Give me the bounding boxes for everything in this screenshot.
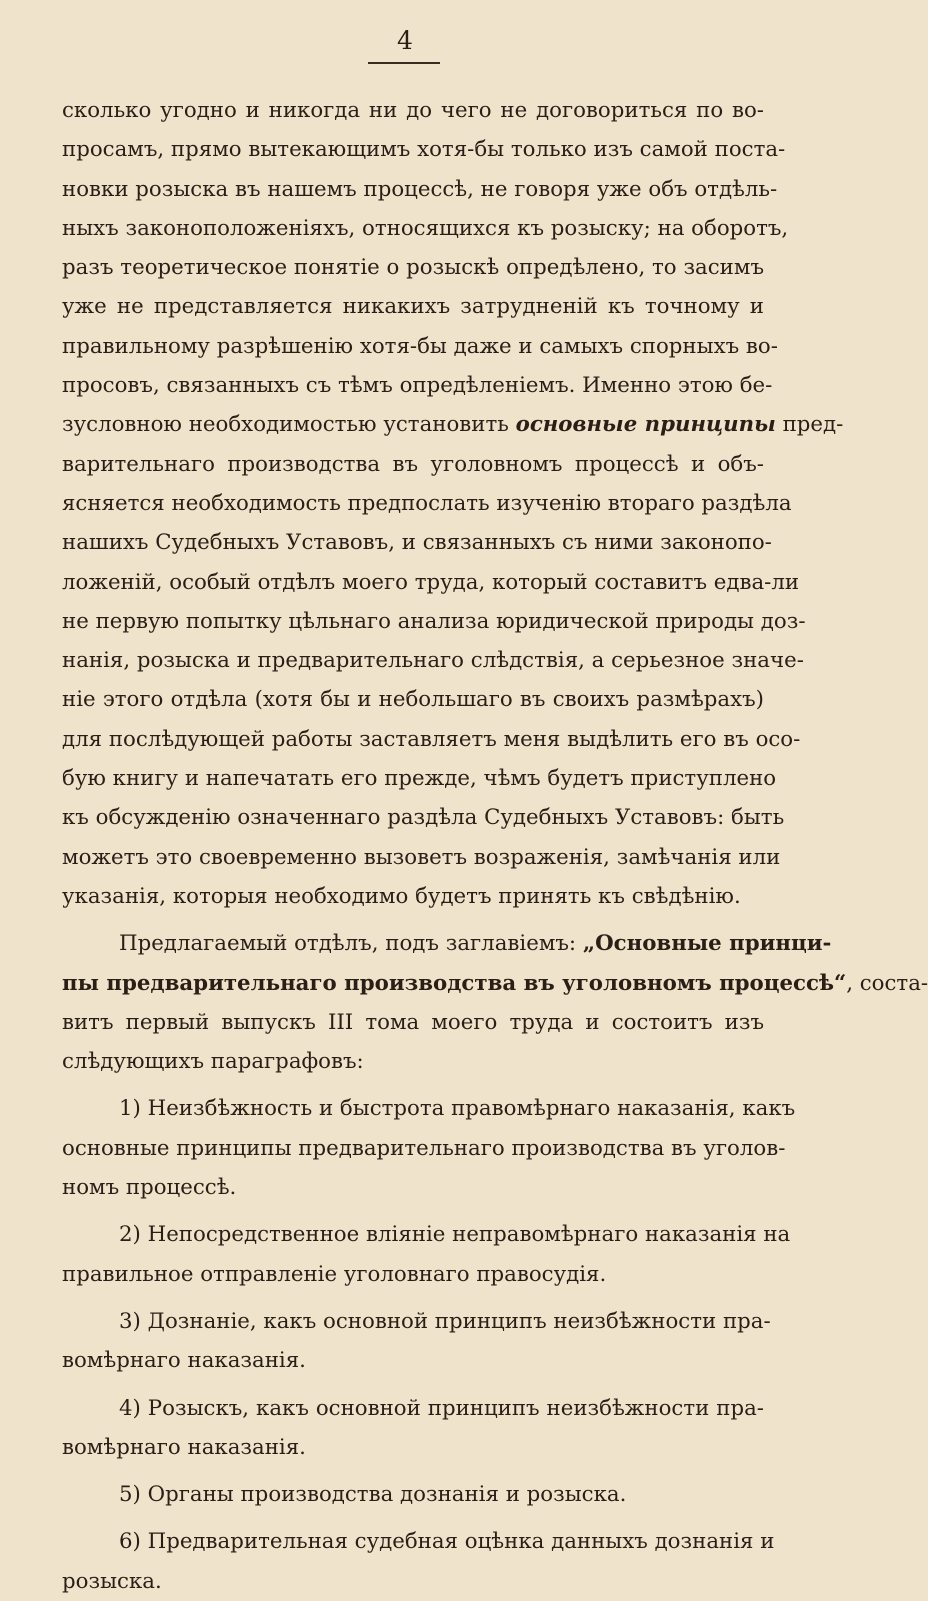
text-line: разъ теоретическое понятіе о розыскѣ опредѣлено, то засимъ: [62, 255, 764, 281]
text-line: просамъ, прямо вытекающимъ хотя-бы только изъ самой поста-: [62, 137, 786, 163]
paragraph-2: [62, 924, 928, 1081]
emphasized-phrase: основные принципы: [515, 412, 776, 438]
text-line: ніе этого отдѣла (хотя бы и небольшаго въ своихъ размѣрахъ): [62, 687, 764, 713]
list-item: [62, 1089, 796, 1207]
text-line: 5) Органы производства дознанія и розыска.: [119, 1482, 627, 1508]
paragraph-1: [62, 91, 844, 916]
bold-title: „Основные принци-: [582, 931, 832, 957]
list-item: [62, 1475, 764, 1514]
text-line: уже не представляется никакихъ затрудненій къ точному и: [62, 294, 764, 320]
list-item: [62, 1302, 771, 1381]
text-line: указанія, которыя необходимо будетъ принять къ свѣдѣнію.: [62, 883, 741, 909]
text-line: 1) Неизбѣжность и быстрота правомѣрнаго наказанія, какъ: [119, 1096, 796, 1122]
text-line: зусловною необходимостью установить основные принципы пред-: [62, 412, 844, 438]
text-line: правильное отправленіе уголовнаго правосудія.: [62, 1261, 607, 1287]
text-line: 2) Непосредственное вліяніе неправомѣрнаго наказанія на: [119, 1222, 791, 1248]
text-line: 6) Предварительная судебная оцѣнка данныхъ дознанія и: [119, 1529, 775, 1555]
text-line: не первую попытку цѣльнаго анализа юридической природы доз-: [62, 608, 806, 634]
text-line: 3) Дознаніе, какъ основной принципъ неизбѣжности пра-: [119, 1308, 771, 1334]
list-item: [62, 1522, 775, 1601]
page-body: [62, 91, 928, 1601]
list-item: [62, 1215, 791, 1294]
section-list: [62, 1089, 796, 1601]
text-line: сколько угодно и никогда ни до чего не договориться по во-: [62, 98, 764, 123]
text-line: вомѣрнаго наказанія.: [62, 1434, 306, 1460]
text-line: просовъ, связанныхъ съ тѣмъ опредѣленіемъ. Именно этою бе-: [62, 373, 773, 399]
text-line: слѣдующихъ параграфовъ:: [62, 1049, 364, 1075]
text-line: основные принципы предварительнаго производства въ уголов-: [62, 1135, 786, 1161]
text-line: ложеній, особый отдѣлъ моего труда, который составитъ едва-ли: [62, 569, 800, 595]
text-line: номъ процессѣ.: [62, 1175, 237, 1201]
text-line: вомѣрнаго наказанія.: [62, 1348, 306, 1374]
text-line: нашихъ Судебныхъ Уставовъ, и связанныхъ съ ними законопо-: [62, 530, 772, 556]
text-line: для послѣдующей работы заставляетъ меня выдѣлить его въ осо-: [62, 726, 801, 752]
text-line: къ обсужденію означеннаго раздѣла Судебныхъ Уставовъ: быть: [62, 805, 785, 831]
text-line: бую книгу и напечатать его прежде, чѣмъ будетъ приступлено: [62, 766, 777, 792]
text-line: нанія, розыска и предварительнаго слѣдствія, а серьезное значе-: [62, 648, 804, 674]
page-number: 4: [397, 26, 413, 55]
bold-title: пы предварительнаго производства въ уголовномъ процессѣ“: [62, 970, 847, 996]
text-line: варительнаго производства въ уголовномъ процессѣ и объ-: [62, 451, 764, 477]
text-line: можетъ это своевременно вызоветъ возраженія, замѣчанія или: [62, 844, 781, 870]
text-line: Предлагаемый отдѣлъ, подъ заглавіемъ: „Основные принци-: [119, 931, 832, 957]
text-line: 4) Розыскъ, какъ основной принципъ неизбѣжности пра-: [119, 1395, 764, 1421]
text-line: новки розыска въ нашемъ процессѣ, не говоря уже объ отдѣль-: [62, 176, 778, 202]
text-line: ясняется необходимость предпослать изученію втораго раздѣла: [62, 490, 792, 516]
text-line: розыска.: [62, 1568, 162, 1594]
text-line: правильному разрѣшенію хотя-бы даже и самыхъ спорныхъ во-: [62, 333, 778, 359]
text-line: пы предварительнаго производства въ уголовномъ процессѣ“, соста-: [62, 970, 928, 996]
text-line: витъ первый выпускъ III тома моего труда и состоитъ изъ: [62, 1009, 764, 1035]
text-line: ныхъ законоположеніяхъ, относящихся къ розыску; на оборотъ,: [62, 215, 789, 241]
list-item: [62, 1389, 764, 1468]
page-number-rule: [368, 62, 440, 64]
